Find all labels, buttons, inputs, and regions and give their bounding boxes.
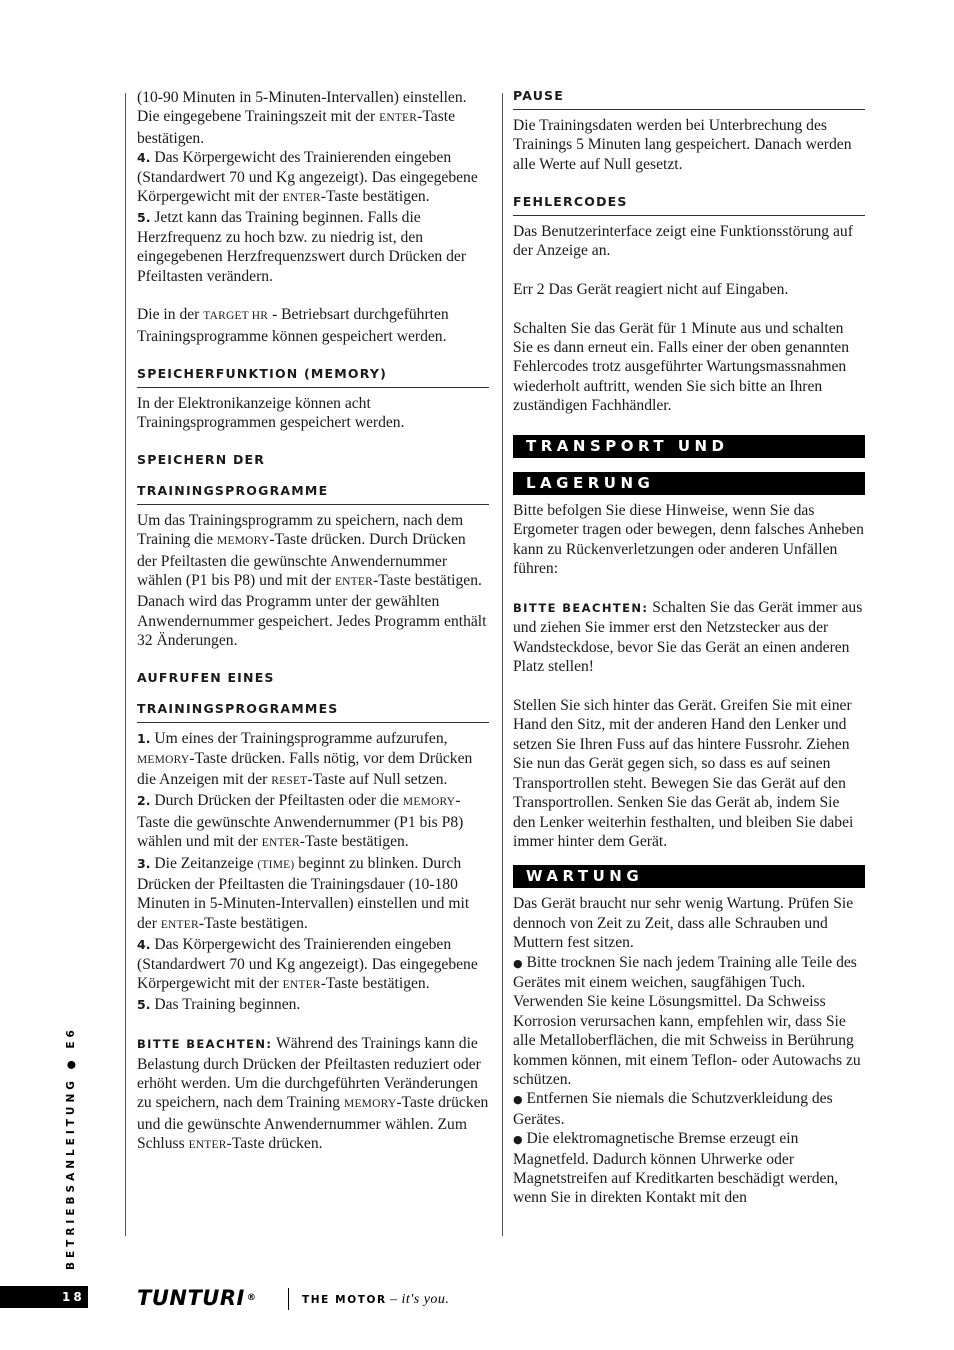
paragraph-memory: In der Elektronikanzeige können acht Trainingsprogrammen gespeichert werden. — [137, 394, 405, 432]
paragraph-error-3: Schalten Sie das Gerät für 1 Minute aus und schalten Sie es dann erneut ein. Falls einer der oben genannten Fehlercodes trotz ausgeführter Wartungsmassnahmen wiederholt auftritt, wenden Sie sich bitte an Ihren zuständigen Fachhändler. — [513, 319, 850, 415]
paragraph-intro: (10-90 Minuten in 5-Minuten-Intervallen) einstellen. Die eingegebene Trainingszeit mit der ENTER-Taste bestätigen. 4. Das Körpergewicht des Trainierenden eingeben (Standardwert 70 und Kg angezeigt). Das eingegebene Körpergewicht mit der ENTER-Taste bestätigen. 5. Jetzt kann das Training beginnen. Falls die Herzfrequenz zu hoch bzw. zu niedrig ist, den eingegebenen Herzfrequenzswert durch Drücken der Pfeiltasten verändern. — [137, 89, 478, 285]
heading-recall-line2: TRAININGSPROGRAMMES — [137, 701, 489, 723]
heading-save-line2: TRAININGSPROGRAMME — [137, 483, 489, 505]
paragraph-pause: Die Trainingsdaten werden bei Unterbrechung des Trainings 5 Minuten lang gespeichert. Danach werden alle Werte auf Null gesetzt. — [513, 117, 852, 173]
heading-memory: SPEICHERFUNKTION (MEMORY) — [137, 366, 489, 388]
section-bar-storage: LAGERUNG — [513, 472, 865, 495]
bullet-icon: ● — [513, 956, 523, 970]
heading-pause: PAUSE — [513, 88, 865, 110]
right-column-rule — [502, 93, 503, 1236]
heading-save-line1: SPEICHERN DER — [137, 451, 266, 467]
paragraph-maintenance: Das Gerät braucht nur sehr wenig Wartung. Prüfen Sie dennoch von Zeit zu Zeit, dass alle Schrauben und Muttern fest sitzen. ● Bitte trocknen Sie nach jedem Training alle Teile des Gerätes mit einem weichen, saugfähigen Tuch. Verwenden Sie keine Lösungsmittel. Da Schweiss Korrosion verursachen kann, empfehlen wir, dass Sie alle Metalloberflächen, die mit Schweiss in Berührung kommen können, mit einem Teflon- oder Autowachs zu schützen. ● Entfernen Sie niemals die Schutzverkleidung des Gerätes. ● Die elektromagnetische Bremse erzeugt ein Magnetfeld. Dadurch können Uhrwerke oder Magnetstreifen auf Kreditkarten beschädigt werden, wenn Sie in direkten Kontakt mit den — [513, 895, 861, 1207]
footer-separator — [288, 1288, 289, 1310]
right-column — [513, 88, 865, 1208]
paragraph-transport-note: BITTE BEACHTEN: Schalten Sie das Gerät immer aus und ziehen Sie immer erst den Netzstecker aus der Wandsteckdose, bevor Sie das Gerät an einen anderen Platz stellen! — [513, 599, 863, 676]
section-bar-maintenance: WARTUNG — [513, 865, 865, 888]
paragraph-note: BITTE BEACHTEN: Während des Trainings kann die Belastung durch Drücken der Pfeiltasten reduziert oder erhöht werden. Um die durchgeführten Veränderungen zu speichern, nach dem Training MEMORY-Taste drücken und die gewünschte Anwendernummer wählen. Zum Schluss ENTER-Taste drücken. — [137, 1035, 489, 1153]
left-column — [137, 88, 489, 1156]
paragraph-recall-steps: 1. Um eines der Trainingsprogramme aufzurufen, MEMORY-Taste drücken. Falls nötig, vor dem Drücken die Anzeigen mit der RESET-Taste auf Null setzen. 2. Durch Drücken der Pfeiltasten oder die MEMORY-Taste die gewünschte Anwendernummer (P1 bis P8) wählen und mit der ENTER-Taste bestätigen. 3. Die Zeitanzeige (TIME) beginnt zu blinken. Durch Drücken der Pfeiltasten die Trainingsdauer (10-180 Minuten in 5-Minuten-Intervallen) einstellen und mit der ENTER-Taste bestätigen. 4. Das Körpergewicht des Trainierenden eingeben (Standardwert 70 und Kg angezeigt). Das eingegebene Körpergewicht mit der ENTER-Taste bestätigen. 5. Das Training beginnen. — [137, 730, 478, 1014]
bullet-icon: ● — [513, 1133, 523, 1147]
left-column-rule — [125, 93, 126, 1236]
footer-slogan: THE MOTOR – it's you. — [302, 1292, 450, 1307]
paragraph-transport-1: Bitte befolgen Sie diese Hinweise, wenn Sie das Ergometer tragen oder bewegen, denn falsches Anheben kann zu Rückenverletzungen oder anderen Unfällen führen: — [513, 502, 864, 578]
section-bar-transport: TRANSPORT UND — [513, 435, 865, 458]
paragraph-transport-2: Stellen Sie sich hinter das Gerät. Greifen Sie mit einer Hand den Sitz, mit der anderen Hand den Lenker und setzen Sie Ihren Fuss auf das hintere Fussrohr. Ziehen Sie nun das Gerät gegen sich, so dass es auf seinen Transportrollen steht. Bewegen Sie das Gerät auf den Transportrollen. Senken Sie das Gerät ab, indem Sie den Lenker weiterhin festhalten, und bleiben Sie dabei immer hinter dem Gerät. — [513, 697, 854, 850]
tunturi-logo: TUNTURI ® — [137, 1286, 257, 1310]
heading-error-codes: FEHLERCODES — [513, 194, 865, 216]
side-manual-label: BETRIEBSANLEITUNG ● E6 — [65, 1026, 77, 1270]
page-number: 18 — [0, 1286, 88, 1308]
paragraph-save: Um das Trainingsprogramm zu speichern, nach dem Training die MEMORY-Taste drücken. Durch Drücken der Pfeiltasten die gewünschte Anwendernummer wählen (P1 bis P8) und mit der ENTER-Taste bestätigen. Danach wird das Programm unter der gewählten Anwendernummer gespeichert. Jedes Programm enthält 32 Änderungen. — [137, 511, 487, 650]
bullet-icon: ● — [513, 1093, 523, 1107]
heading-recall-line1: AUFRUFEN EINES — [137, 670, 275, 686]
paragraph-target-hr: Die in der TARGET HR - Betriebsart durchgeführten Trainingsprogramme können gespeichert werden. — [137, 306, 449, 345]
paragraph-error-1: Das Benutzerinterface zeigt eine Funktionsstörung auf der Anzeige an. — [513, 222, 853, 260]
paragraph-error-2: Err 2 Das Gerät reagiert nicht auf Eingaben. — [513, 280, 789, 298]
